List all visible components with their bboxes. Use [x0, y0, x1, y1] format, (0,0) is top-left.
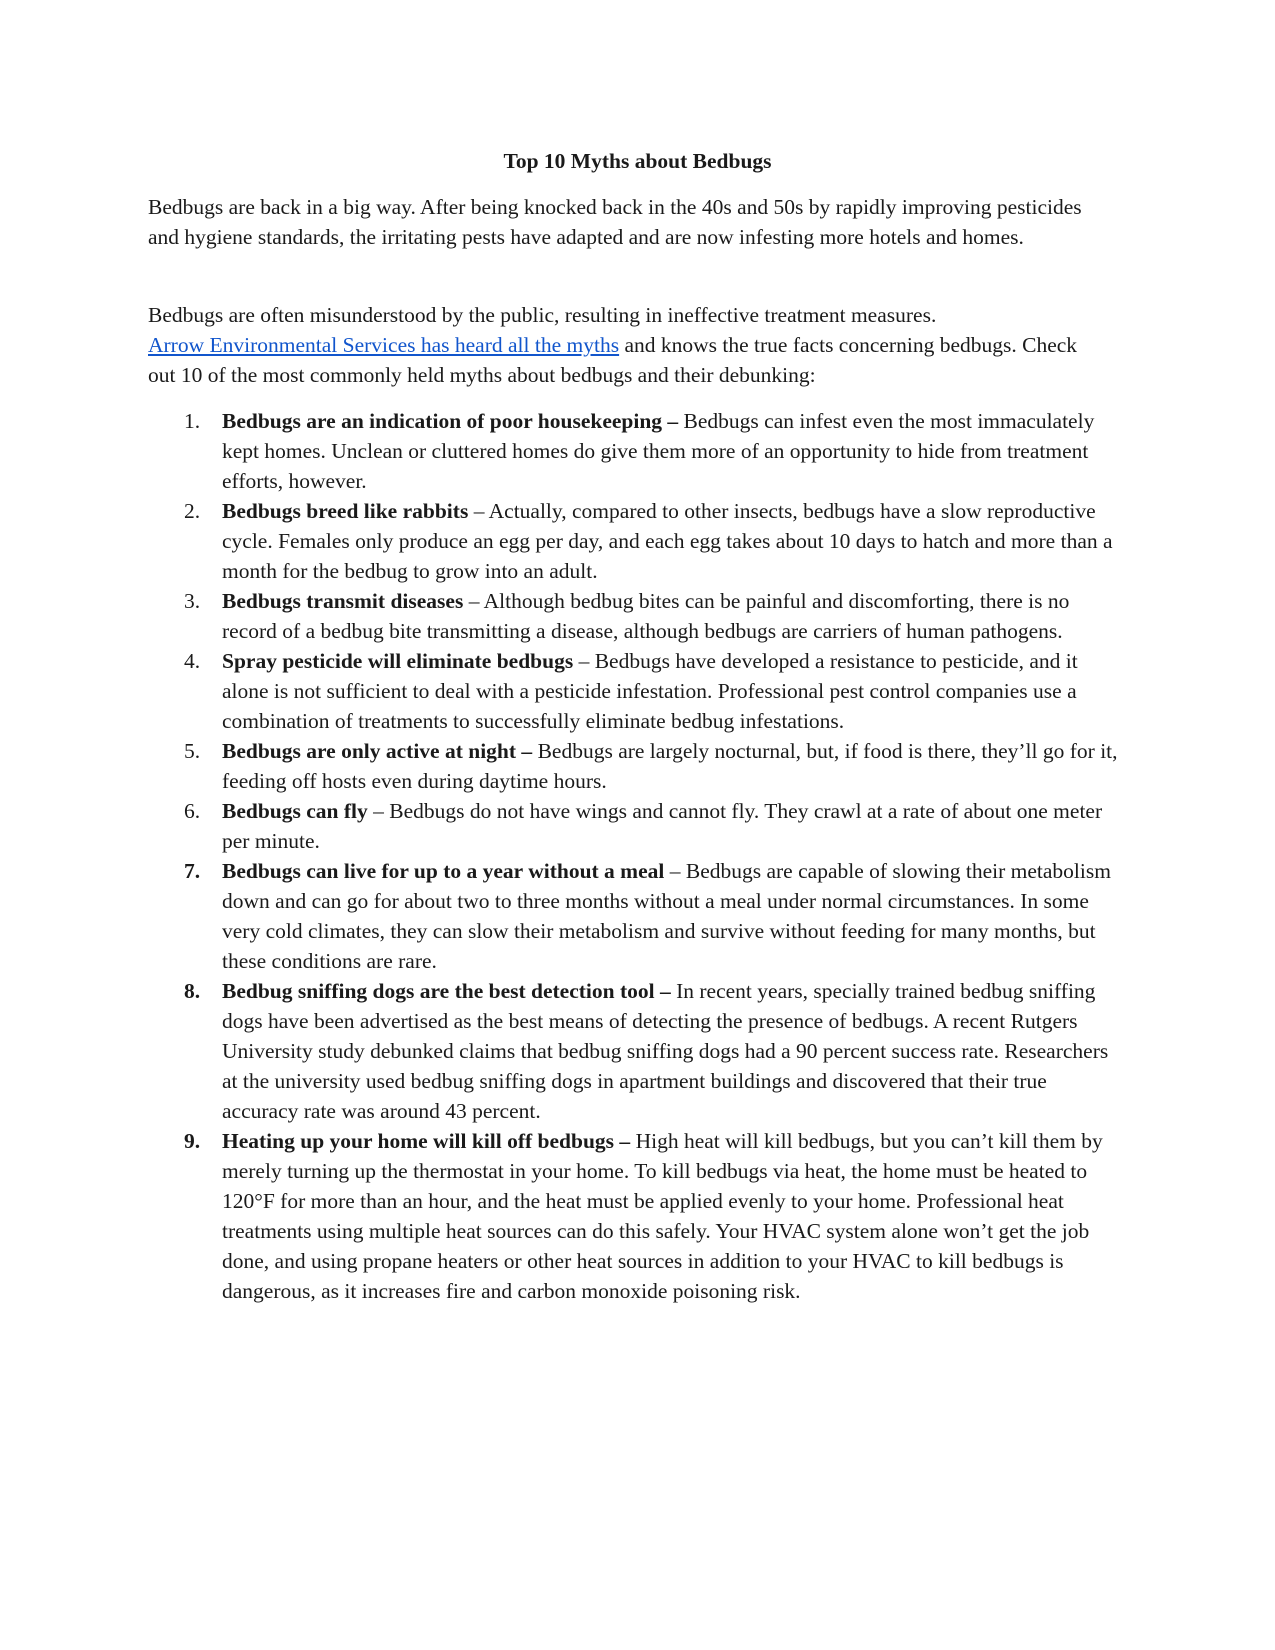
- second-paragraph-lead: Bedbugs are often misunderstood by the public, resulting in ineffective treatment measures.: [148, 303, 937, 327]
- list-number: 1.: [184, 409, 201, 433]
- myth-title: Bedbugs breed like rabbits: [222, 499, 469, 523]
- list-number: 3.: [184, 589, 201, 613]
- myth-text: – Bedbugs have developed a resistance to pesticide, and it alone is not sufficient to deal with a pesticide infestation. Professional pest control companies use a combination of treatments to successfully eliminate bedbug infestations.: [222, 649, 1078, 733]
- list-item: [148, 736, 1118, 796]
- myth-title: Heating up your home will kill off bedbugs –: [222, 1129, 631, 1153]
- myth-text: Bedbugs are largely nocturnal, but, if food is there, they’ll go for it, feeding off hosts even during daytime hours.: [222, 739, 1118, 793]
- list-number: 7.: [184, 859, 201, 883]
- myth-text: – Actually, compared to other insects, bedbugs have a slow reproductive cycle. Females only produce an egg per day, and each egg takes about 10 days to hatch and more than a month for the bedbug to grow into an adult.: [222, 499, 1113, 583]
- myth-title: Bedbugs transmit diseases: [222, 589, 464, 613]
- list-item: [148, 496, 1118, 586]
- myth-title: Spray pesticide will eliminate bedbugs: [222, 649, 574, 673]
- myth-title: Bedbugs can fly: [222, 799, 368, 823]
- list-number: 9.: [184, 1129, 201, 1153]
- myth-text: In recent years, specially trained bedbug sniffing dogs have been advertised as the best means of detecting the presence of bedbugs. A recent Rutgers University study debunked claims that bedbug sniffing dogs had a 90 percent success rate. Researchers at the university used bedbug sniffing dogs in apartment buildings and discovered that their true accuracy rate was around 43 percent.: [222, 979, 1109, 1123]
- second-paragraph-tail: and knows the true facts concerning bedbugs. Check out 10 of the most commonly held myths about bedbugs and their debunking:: [148, 333, 1078, 387]
- list-item: [148, 976, 1118, 1126]
- list-item: [148, 406, 1118, 496]
- myth-title: Bedbugs are only active at night –: [222, 739, 533, 763]
- myth-title: Bedbug sniffing dogs are the best detection tool –: [222, 979, 671, 1003]
- list-number: 2.: [184, 499, 201, 523]
- myth-text: – Bedbugs do not have wings and cannot fly. They crawl at a rate of about one meter per minute.: [222, 799, 1103, 853]
- arrow-environmental-link[interactable]: Arrow Environmental Services has heard all the myths: [148, 333, 620, 357]
- list-item: [148, 796, 1118, 856]
- list-number: 5.: [184, 739, 201, 763]
- list-number: 8.: [184, 979, 201, 1003]
- list-item: [148, 856, 1118, 976]
- second-paragraph: [148, 300, 1108, 390]
- intro-paragraph: Bedbugs are back in a big way. After being knocked back in the 40s and 50s by rapidly improving pesticides and hygiene standards, the irritating pests have adapted and are now infesting more hotels and homes.: [148, 195, 1082, 249]
- myth-title: Bedbugs can live for up to a year without a meal: [222, 859, 665, 883]
- list-item: [148, 646, 1118, 736]
- list-item: [148, 1126, 1118, 1306]
- myth-text: Bedbugs can infest even the most immaculately kept homes. Unclean or cluttered homes do give them more of an opportunity to hide from treatment efforts, however.: [222, 409, 1095, 493]
- myth-text: – Although bedbug bites can be painful and discomforting, there is no record of a bedbug bite transmitting a disease, although bedbugs are carriers of human pathogens.: [222, 589, 1070, 643]
- myth-text: – Bedbugs are capable of slowing their metabolism down and can go for about two to three months without a meal under normal circumstances. In some very cold climates, they can slow their metabolism and survive without feeding for many months, but these conditions are rare.: [222, 859, 1111, 973]
- myths-list: [148, 406, 1118, 1306]
- myth-text: High heat will kill bedbugs, but you can’t kill them by merely turning up the thermostat in your home. To kill bedbugs via heat, the home must be heated to 120°F for more than an hour, and the heat must be applied evenly to your home. Professional heat treatments using multiple heat sources can do this safely. Your HVAC system alone won’t get the job done, and using propane heaters or other heat sources in addition to your HVAC to kill bedbugs is dangerous, as it increases fire and carbon monoxide poisoning risk.: [222, 1129, 1103, 1303]
- list-number: 6.: [184, 799, 201, 823]
- list-item: [148, 586, 1118, 646]
- list-number: 4.: [184, 649, 201, 673]
- myth-title: Bedbugs are an indication of poor housekeeping –: [222, 409, 679, 433]
- document-title: Top 10 Myths about Bedbugs: [503, 149, 772, 173]
